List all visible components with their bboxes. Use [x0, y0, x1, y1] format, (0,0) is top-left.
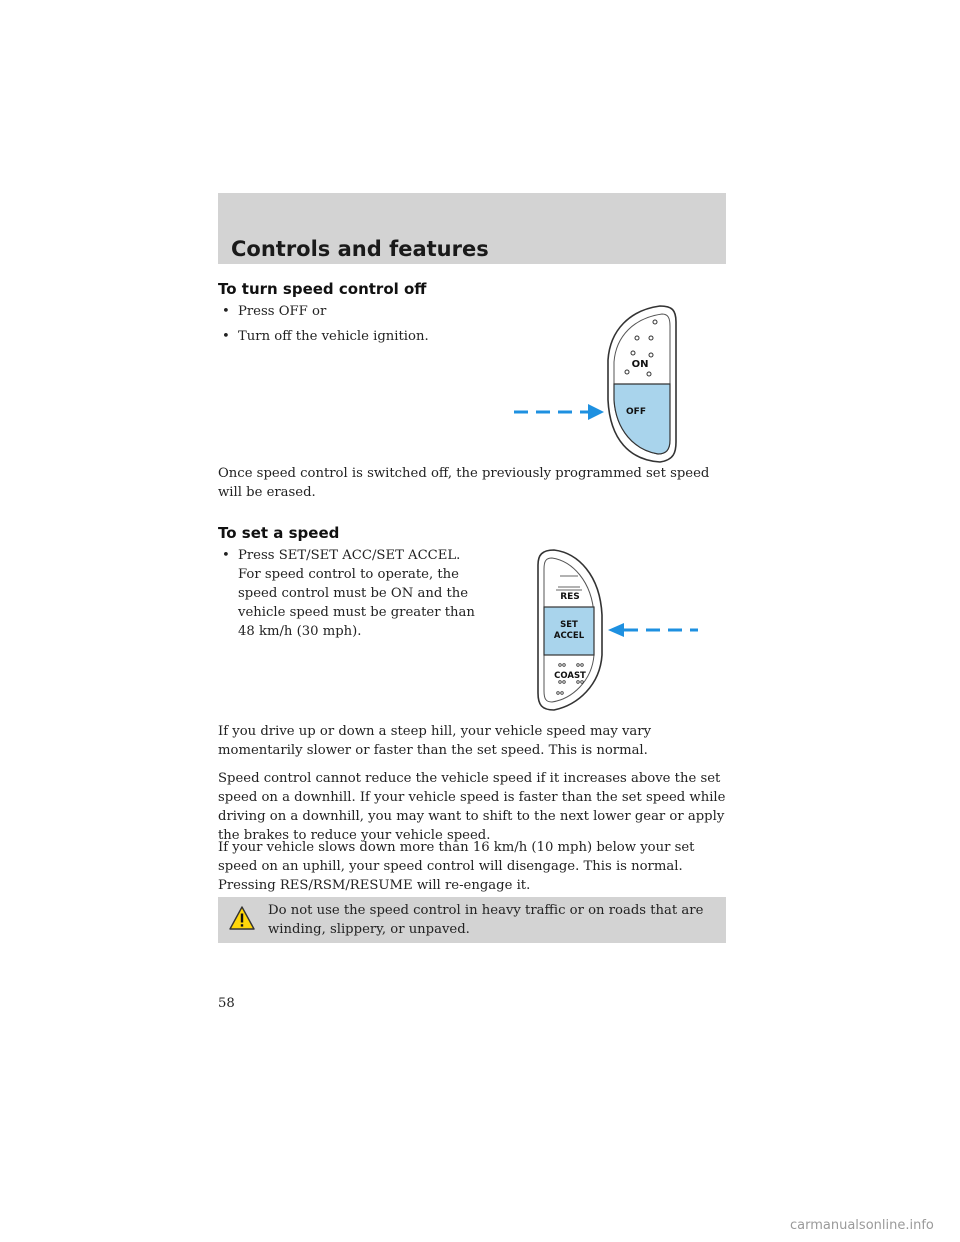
warning-triangle-icon — [228, 905, 256, 931]
dashed-arrow-icon — [514, 404, 604, 420]
bullet-ignition-off: • Turn off the vehicle ignition. — [222, 329, 429, 344]
paragraph-steep-hill: If you drive up or down a steep hill, your vehicle speed may vary momentarily slower or faster than the set speed. This is normal. — [218, 724, 652, 758]
section-title: Controls and features — [231, 237, 489, 261]
on-label: ON — [631, 359, 649, 370]
accel-label: ACCEL — [553, 631, 585, 641]
bullet-icon: • — [222, 304, 230, 319]
paragraph-downhill: Speed control cannot reduce the vehicle speed if it increases above the set speed on a downhill. If your vehicle speed is faster than the set speed while driving on a downhill, you may want to shift to the next lower gear or apply the brakes to reduce your vehicle speed. — [218, 771, 726, 843]
watermark: carmanualsonline.info — [790, 1218, 934, 1233]
bullet-icon: • — [222, 329, 230, 344]
page-number: 58 — [218, 996, 235, 1011]
heading-set-speed: To set a speed — [218, 524, 340, 542]
bullet-icon: • — [222, 548, 230, 563]
paragraph-erased: Once speed control is switched off, the previously programmed set speed will be erased. — [218, 466, 710, 500]
dashed-arrow-icon — [608, 623, 698, 637]
warning-text: Do not use the speed control in heavy traffic or on roads that are winding, slippery, or unpaved. — [268, 903, 704, 937]
off-label: OFF — [626, 407, 646, 417]
paragraph-uphill: If your vehicle slows down more than 16 km/h (10 mph) below your set speed on an uphill, your speed control will disengage. This is normal. Pressing RES/RSM/RESUME will re-engage it. — [218, 840, 695, 893]
set-label: SET — [560, 620, 578, 630]
bullet-press-off: • Press OFF or — [222, 304, 327, 319]
speed-control-off-diagram — [510, 300, 690, 475]
bullet-press-set: • Press SET/SET ACC/SET ACCEL. For speed control to operate, the speed control must be ON and the vehicle speed must be greater than 48 km/h (30 mph). — [222, 548, 475, 639]
res-label: RES — [560, 592, 580, 602]
heading-turn-off: To turn speed control off — [218, 280, 427, 298]
coast-label: COAST — [554, 671, 586, 681]
speed-control-set-diagram — [530, 545, 710, 715]
